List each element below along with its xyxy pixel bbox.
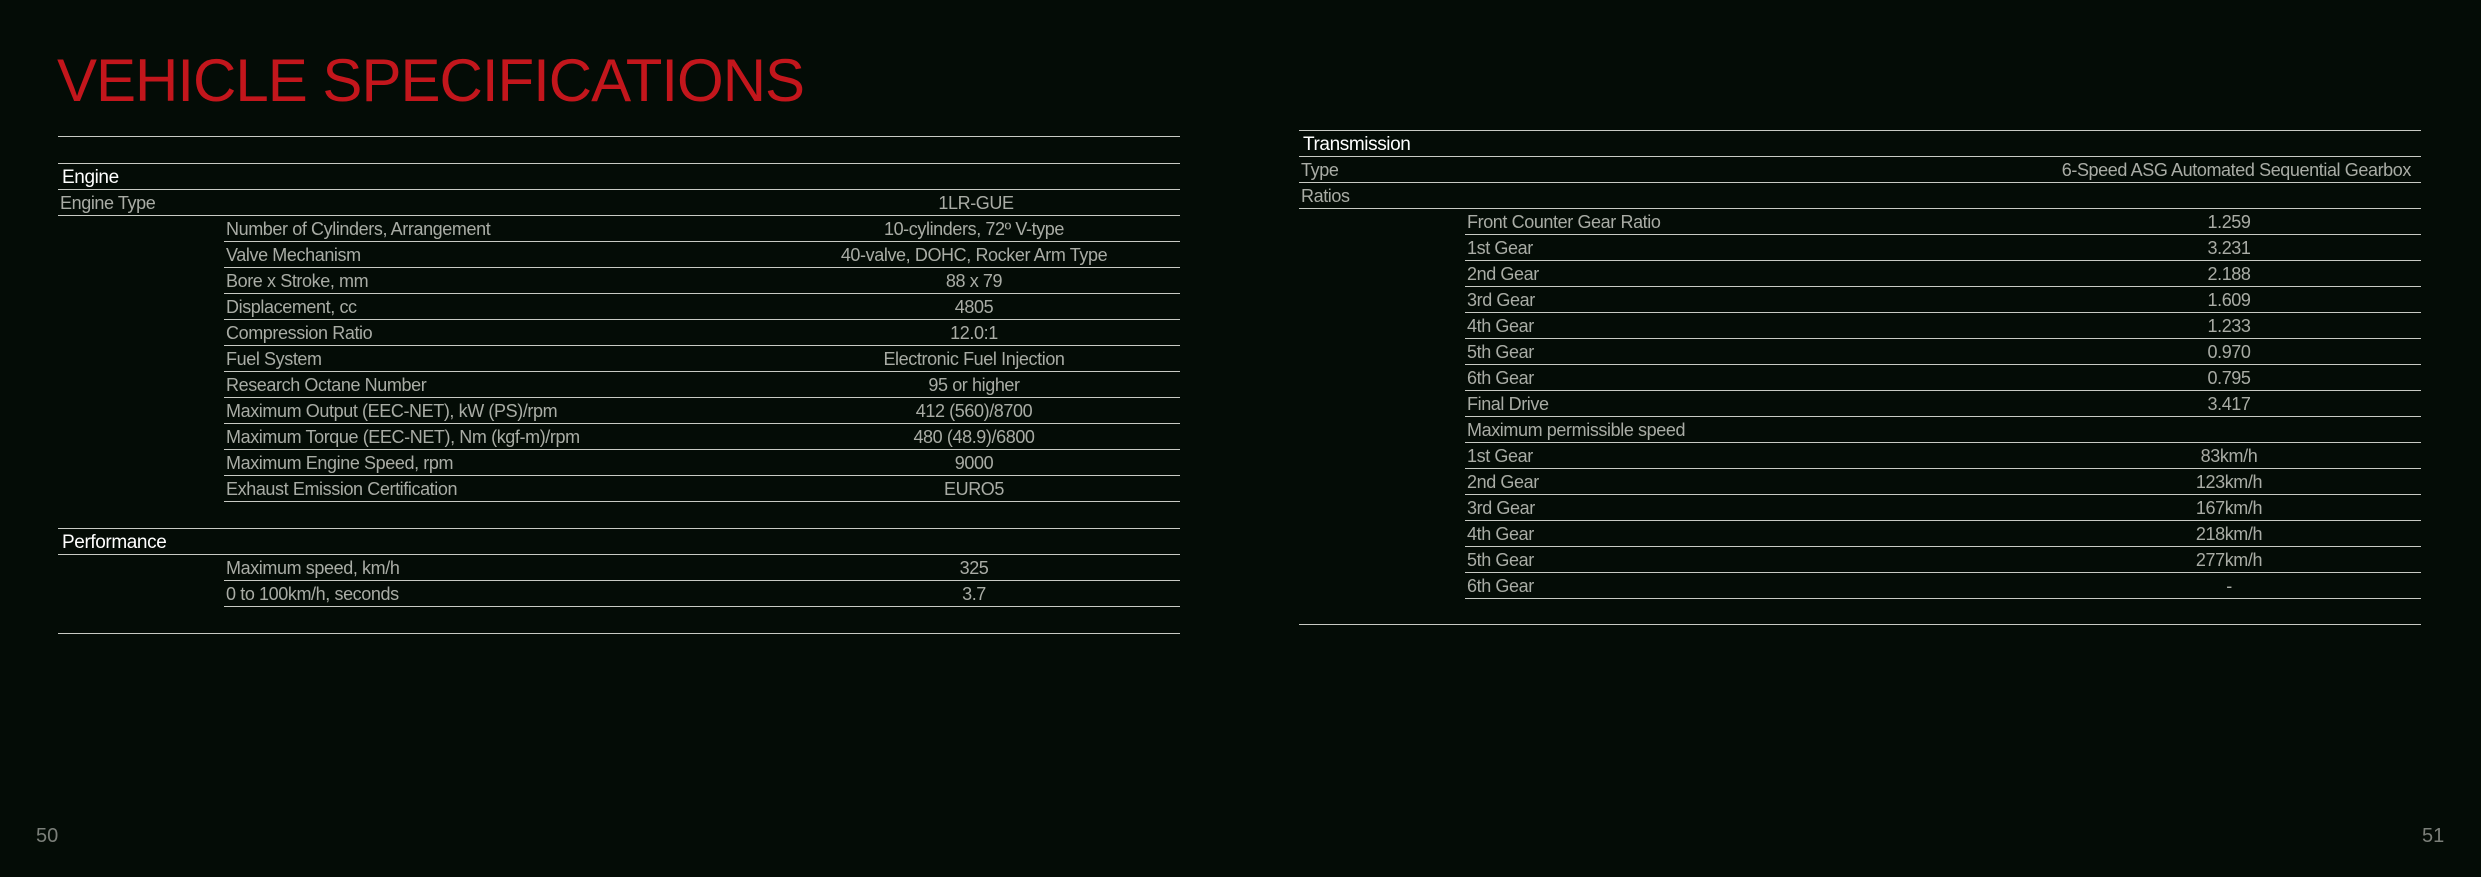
- transmission-heading-label: Transmission: [1303, 134, 1411, 155]
- transmission-type-row: [1299, 157, 2421, 183]
- spec-label: Displacement, cc: [226, 297, 357, 317]
- gear-speed-row: [1465, 469, 2421, 495]
- speed-rows: [1299, 443, 2421, 599]
- spacer: [58, 607, 1180, 633]
- engine-spec-row: [224, 268, 1180, 294]
- spec-value: 480 (48.9)/6800: [913, 427, 1035, 447]
- spec-label: Compression Ratio: [226, 323, 373, 343]
- spec-value: 12.0:1: [950, 323, 998, 343]
- spec-value: 2.188: [2207, 263, 2251, 284]
- engine-type-label: Engine Type: [60, 193, 156, 213]
- transmission-heading: [1299, 131, 2421, 157]
- gear-speed-row: [1465, 443, 2421, 469]
- spec-value: 3.417: [2207, 393, 2251, 414]
- spec-value: 1.233: [2207, 315, 2251, 336]
- gear-speed-row: [1465, 547, 2421, 573]
- performance-spec-row: [224, 555, 1180, 581]
- engine-spec-row: [224, 242, 1180, 268]
- spec-value: 1.609: [2207, 289, 2251, 310]
- gear-ratio-row: [1465, 209, 2421, 235]
- spec-value: 167km/h: [2195, 497, 2263, 518]
- gear-ratio-row: [1465, 365, 2421, 391]
- ratio-rows: [1299, 209, 2421, 417]
- spec-value: 40-valve, DOHC, Rocker Arm Type: [840, 245, 1108, 265]
- engine-type-value: 1LR-GUE: [938, 193, 1014, 213]
- spec-value: 9000: [954, 453, 994, 473]
- spec-label: Fuel System: [226, 349, 322, 369]
- spec-label: Number of Cylinders, Arrangement: [226, 219, 491, 239]
- spacer: [58, 137, 1180, 163]
- gear-ratio-row: [1465, 287, 2421, 313]
- spec-label: Maximum Engine Speed, rpm: [226, 453, 454, 473]
- performance-heading: [58, 529, 1180, 555]
- gear-speed-row: [1465, 573, 2421, 599]
- gear-ratio-row: [1465, 313, 2421, 339]
- spec-value: 0.970: [2207, 341, 2251, 362]
- engine-spec-row: [224, 450, 1180, 476]
- performance-heading-label: Performance: [62, 532, 167, 553]
- bottom-rule: [1299, 624, 2421, 625]
- engine-spec-row: [224, 216, 1180, 242]
- spec-value: 3.7: [962, 584, 986, 604]
- bottom-rule: [58, 633, 1180, 634]
- spacer: [1299, 599, 2421, 624]
- spec-value: 95 or higher: [928, 375, 1020, 395]
- engine-spec-row: [224, 398, 1180, 424]
- engine-spec-row: [224, 294, 1180, 320]
- gear-speed-row: [1465, 521, 2421, 547]
- transmission-type-value: 6-Speed ASG Automated Sequential Gearbox: [2061, 160, 2411, 180]
- gear-ratio-row: [1465, 391, 2421, 417]
- transmission-type-label: Type: [1301, 160, 1339, 180]
- spec-label: 4th Gear: [1467, 523, 1534, 544]
- spec-value: 1.259: [2207, 211, 2251, 232]
- performance-rows: [58, 555, 1180, 607]
- spec-value: 325: [959, 558, 989, 578]
- engine-spec-row: [224, 424, 1180, 450]
- spec-value: 412 (560)/8700: [915, 401, 1033, 421]
- spec-value: 88 x 79: [945, 271, 1003, 291]
- spec-value: -: [2226, 575, 2232, 596]
- spec-label: 0 to 100km/h, seconds: [226, 584, 399, 604]
- spec-label: Research Octane Number: [226, 375, 427, 395]
- page-number-right: 51: [2422, 825, 2445, 847]
- spec-value: 83km/h: [2200, 445, 2258, 466]
- left-spec-table: [58, 136, 1180, 634]
- engine-spec-row: [224, 476, 1180, 502]
- engine-heading-label: Engine: [62, 167, 119, 188]
- spec-label: Valve Mechanism: [226, 245, 361, 265]
- engine-spec-row: [224, 372, 1180, 398]
- spec-label: 4th Gear: [1467, 315, 1534, 336]
- spec-label: Exhaust Emission Certification: [226, 479, 458, 499]
- spec-label: 5th Gear: [1467, 549, 1534, 570]
- engine-spec-row: [224, 320, 1180, 346]
- spec-label: 6th Gear: [1467, 367, 1534, 388]
- gear-ratio-row: [1465, 235, 2421, 261]
- spec-value: 4805: [954, 297, 994, 317]
- spec-value: EURO5: [943, 479, 1005, 499]
- spacer: [58, 502, 1180, 528]
- performance-spec-row: [224, 581, 1180, 607]
- engine-heading: [58, 164, 1180, 190]
- ratios-row: [1299, 183, 2421, 209]
- page-number-left: 50: [36, 825, 59, 847]
- gear-speed-row: [1465, 495, 2421, 521]
- speed-heading-label: Maximum permissible speed: [1467, 419, 1686, 440]
- spec-label: Maximum Torque (EEC-NET), Nm (kgf-m)/rpm: [226, 427, 580, 447]
- spec-value: 10-cylinders, 72º V-type: [883, 219, 1065, 239]
- spec-value: 277km/h: [2195, 549, 2263, 570]
- spec-value: 0.795: [2207, 367, 2251, 388]
- spec-label: 5th Gear: [1467, 341, 1534, 362]
- spec-value: Electronic Fuel Injection: [883, 349, 1065, 369]
- spec-label: 6th Gear: [1467, 575, 1534, 596]
- gear-ratio-row: [1465, 339, 2421, 365]
- spec-label: Maximum Output (EEC-NET), kW (PS)/rpm: [226, 401, 558, 421]
- ratios-label: Ratios: [1301, 186, 1350, 206]
- engine-type-row: [58, 190, 1180, 216]
- spec-label: 3rd Gear: [1467, 497, 1535, 518]
- spec-value: 218km/h: [2195, 523, 2263, 544]
- engine-rows: [58, 216, 1180, 502]
- engine-spec-row: [224, 346, 1180, 372]
- spec-label: 1st Gear: [1467, 237, 1533, 258]
- spec-value: 123km/h: [2195, 471, 2263, 492]
- gear-ratio-row: [1465, 261, 2421, 287]
- spec-label: 2nd Gear: [1467, 471, 1539, 492]
- spec-label: Bore x Stroke, mm: [226, 271, 369, 291]
- spec-label: 1st Gear: [1467, 445, 1533, 466]
- spec-label: Maximum speed, km/h: [226, 558, 400, 578]
- spec-label: Front Counter Gear Ratio: [1467, 211, 1661, 232]
- spec-label: 2nd Gear: [1467, 263, 1539, 284]
- spec-value: 3.231: [2207, 237, 2251, 258]
- page-title: VEHICLE SPECIFICATIONS: [57, 47, 805, 114]
- spec-label: 3rd Gear: [1467, 289, 1535, 310]
- spec-label: Final Drive: [1467, 393, 1549, 414]
- speed-heading-row: [1465, 417, 2421, 443]
- right-spec-table: [1299, 130, 2421, 625]
